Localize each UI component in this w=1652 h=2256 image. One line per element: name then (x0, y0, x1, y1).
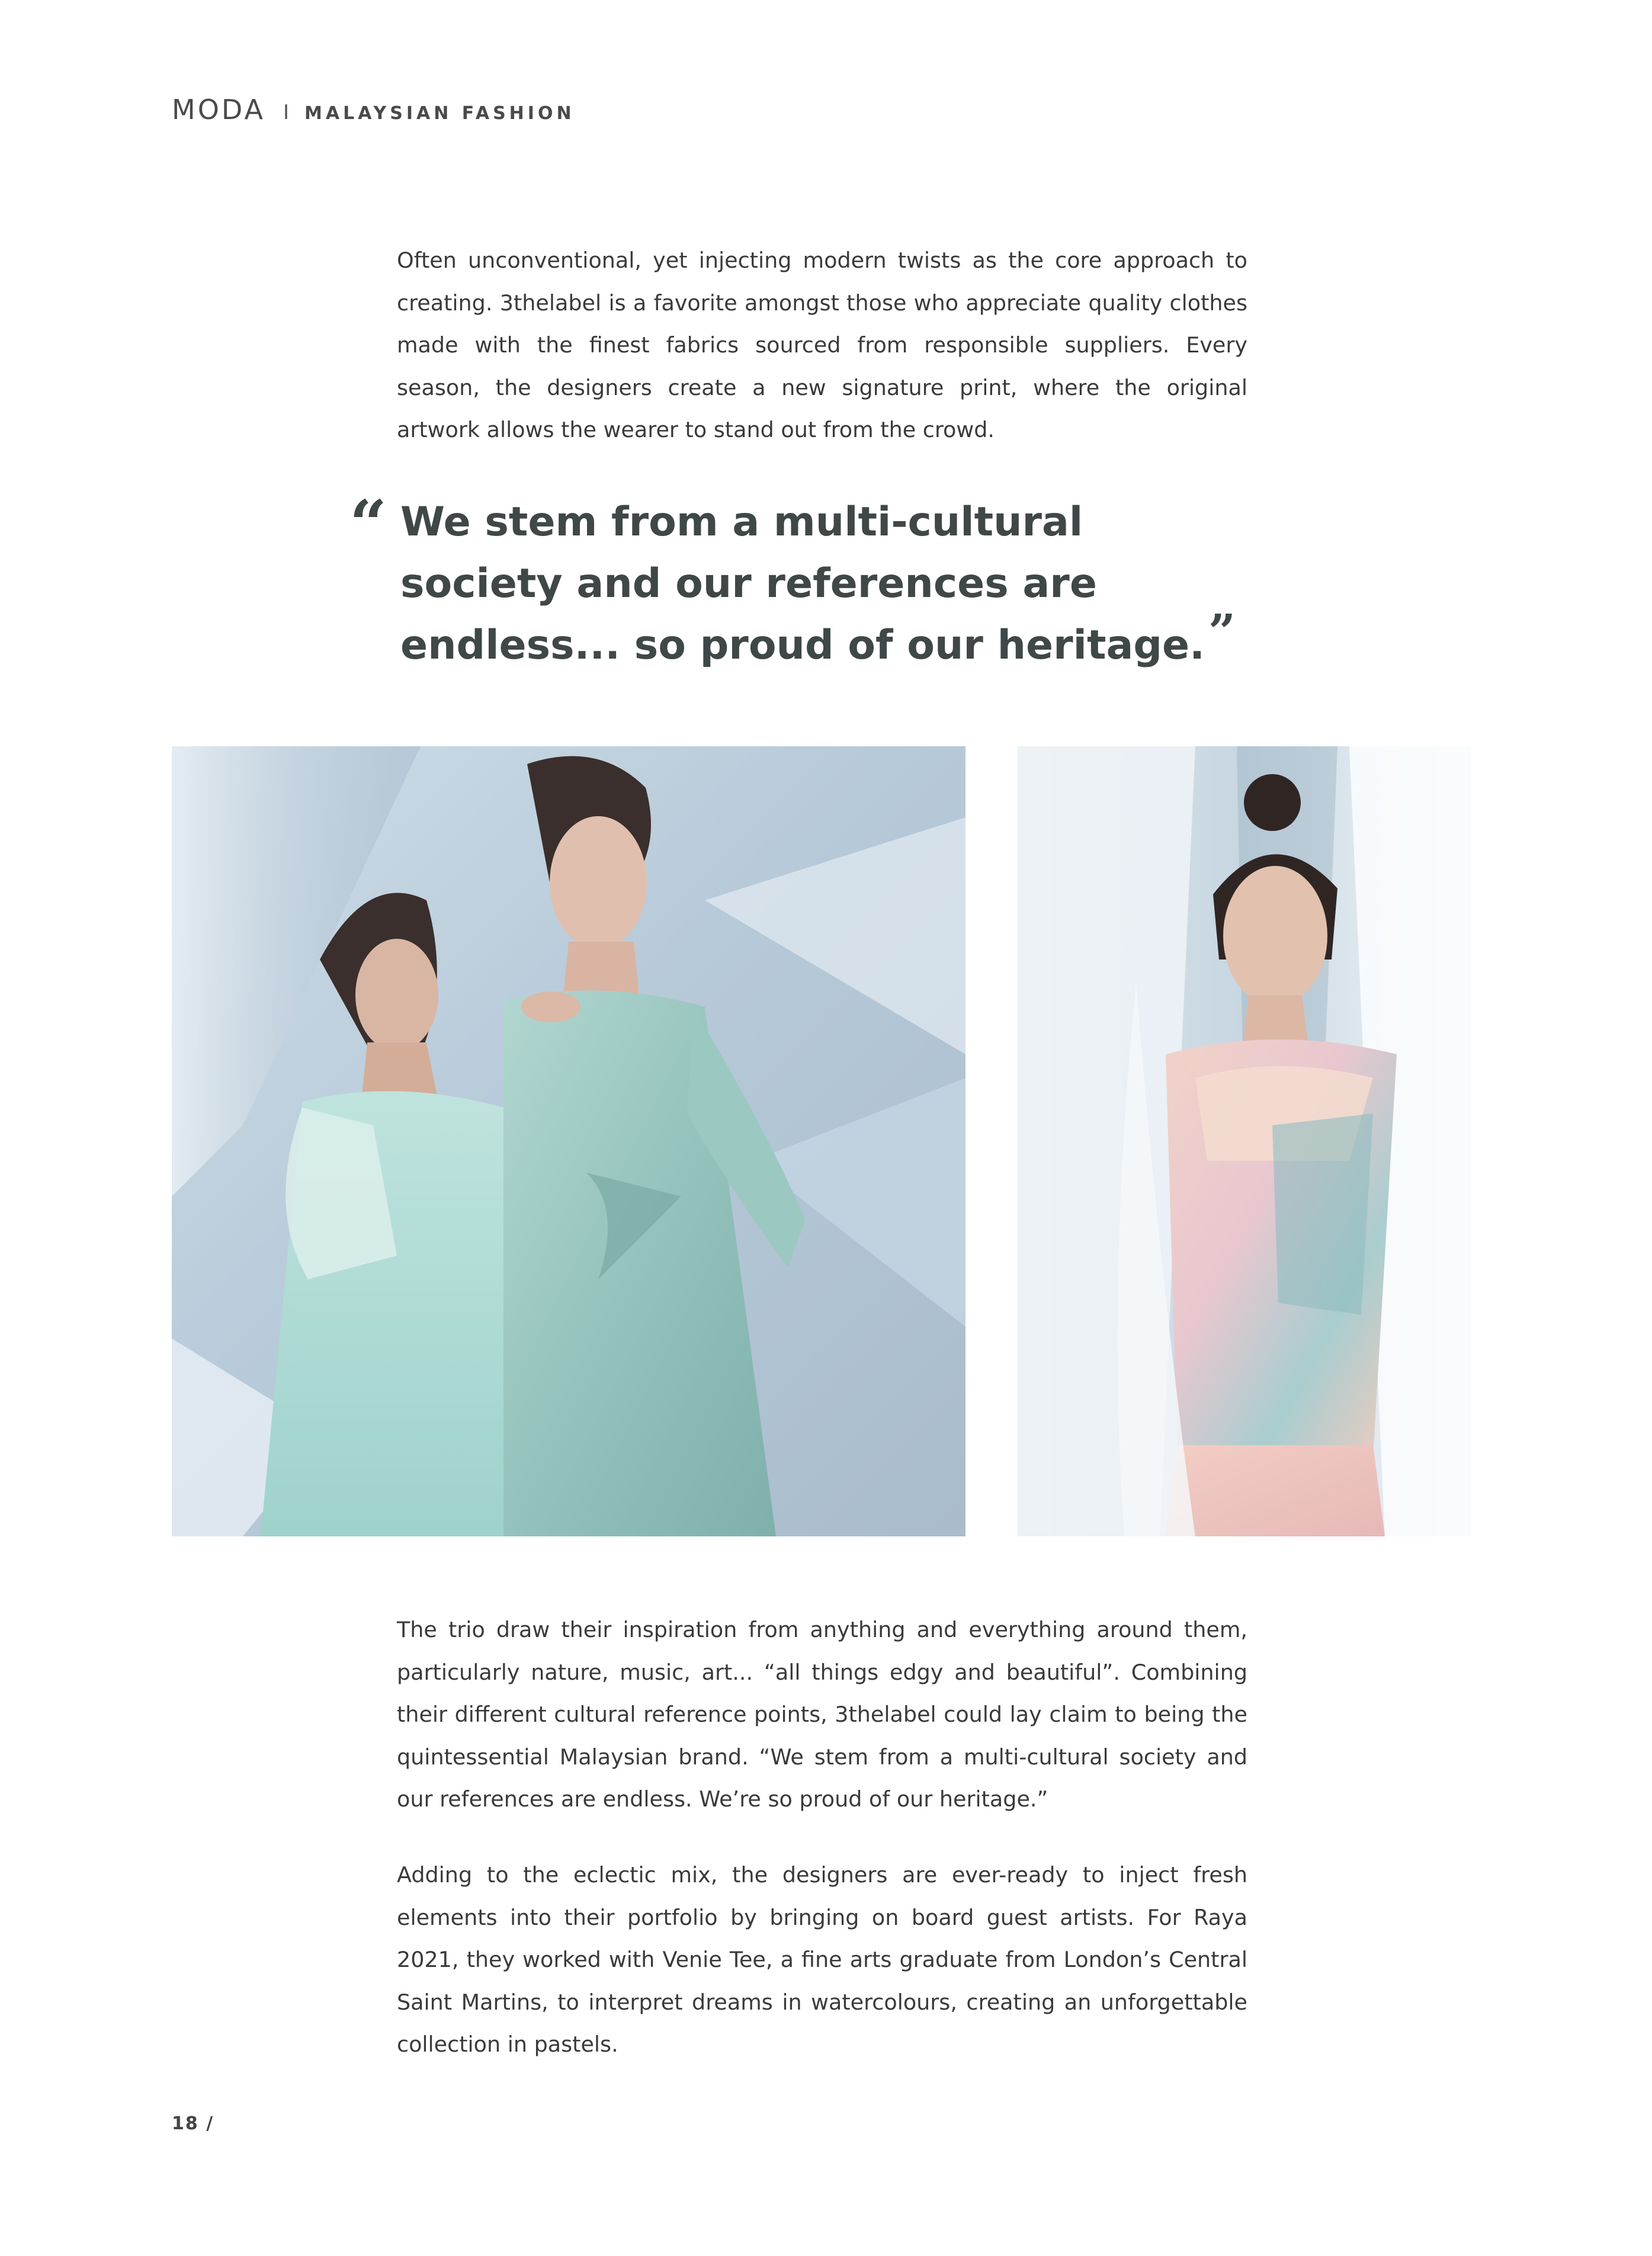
pull-quote (349, 486, 1256, 676)
photo-single-model (1018, 746, 1471, 1536)
photo-two-models (172, 746, 965, 1536)
page-number: 18 / (172, 2113, 214, 2134)
pull-quote-body: We stem from a multi-cultural society and our references are endless... so proud of our heritage. (400, 499, 1205, 669)
open-quote-mark: “ (349, 486, 387, 562)
intro-paragraph: Often unconventional, yet injecting modern twists as the core approach to creating. 3thelabel is a favorite amongst those who appreciate quality clothes made with the finest fabrics sourced from responsible suppliers. Every season, the designers create a new signature print, where the original artwork allows the wearer to stand out from the crowd. (397, 248, 1247, 442)
header-separator: I (283, 101, 290, 124)
close-quote-mark: ” (1208, 604, 1236, 659)
section-title: MALAYSIAN FASHION (304, 103, 575, 124)
pull-quote-text (400, 492, 1256, 676)
body-paragraph-1: The trio draw their inspiration from anything and everything around them, particularly nature, music, art... “all things edgy and beautiful”. Combining their different cultural reference points, 3thelabel could lay claim to being the quintessential Malaysian brand. “We stem from a multi-cultural society and our references are endless. We’re so proud of our heritage.” (397, 1617, 1247, 1812)
running-header (172, 94, 575, 126)
body-paragraph-2: Adding to the eclectic mix, the designers are ever-ready to inject fresh elements into their portfolio by bringing on board guest artists. For Raya 2021, they worked with Venie Tee, a fine arts graduate from London’s Central Saint Martins, to interpret dreams in watercolours, creating an unforgettable collection in pastels. (397, 1862, 1247, 2057)
magazine-brand: MODA (172, 94, 265, 126)
